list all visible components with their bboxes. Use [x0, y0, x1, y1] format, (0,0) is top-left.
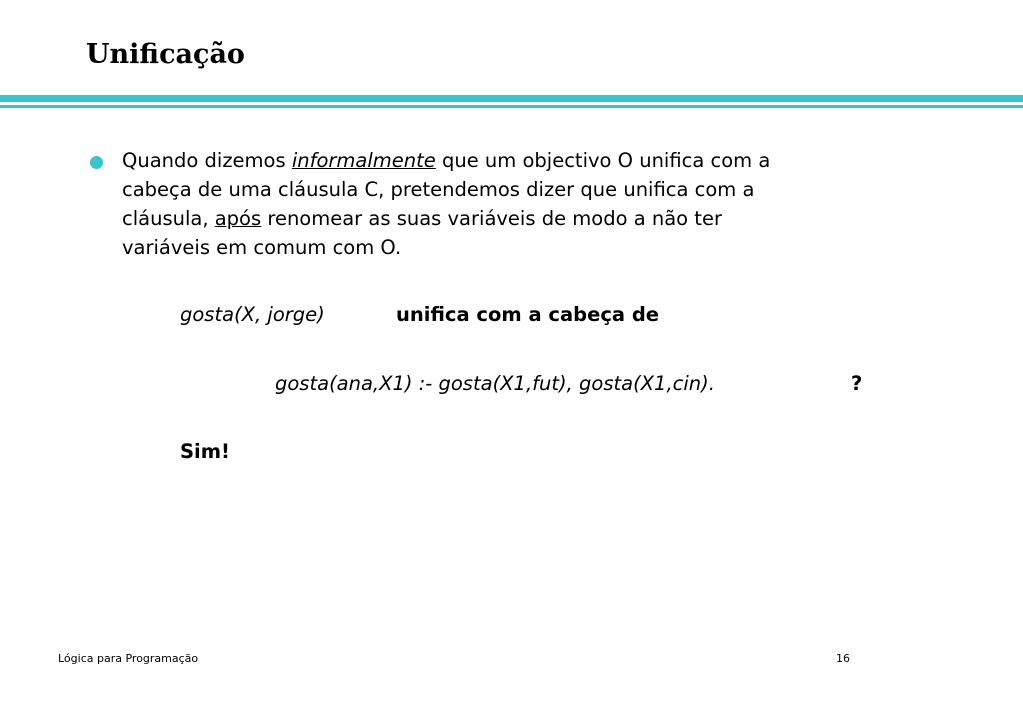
- bullet-line-3: [122, 204, 922, 233]
- title-rule-thick: [0, 95, 1023, 102]
- footer-page-number: 16: [836, 652, 850, 665]
- answer-text: Sim!: [180, 440, 230, 463]
- bullet-line-2: cabeça de uma cláusula C, pretendemos dizer que unifica com a: [122, 178, 755, 201]
- bullet-line-1: [122, 146, 922, 175]
- slide-title: Unificação: [86, 39, 245, 70]
- bullet-line-4: variáveis em comum com O.: [122, 236, 402, 259]
- example-goal: gosta(X, jorge): [180, 303, 325, 326]
- question-mark: ?: [851, 372, 863, 395]
- example-relation: unifica com a cabeça de: [396, 303, 660, 326]
- footer-course-title: Lógica para Programação: [58, 652, 199, 665]
- title-rule-thin: [0, 105, 1023, 108]
- emphasis-informalmente: informalmente: [291, 149, 436, 172]
- emphasis-apos: após: [214, 207, 262, 230]
- bullet-line-1-start: Quando dizemos: [122, 149, 292, 172]
- bullet-icon: [90, 156, 103, 169]
- bullet-line-3-end: renomear as suas variáveis de modo a não ter: [261, 207, 722, 230]
- example-clause: gosta(ana,X1) :- gosta(X1,fut), gosta(X1,cin).: [275, 372, 715, 395]
- bullet-paragraph: [122, 146, 922, 262]
- bullet-line-3-start: cláusula,: [122, 207, 215, 230]
- bullet-line-1-end: que um objectivo O unifica com a: [435, 149, 771, 172]
